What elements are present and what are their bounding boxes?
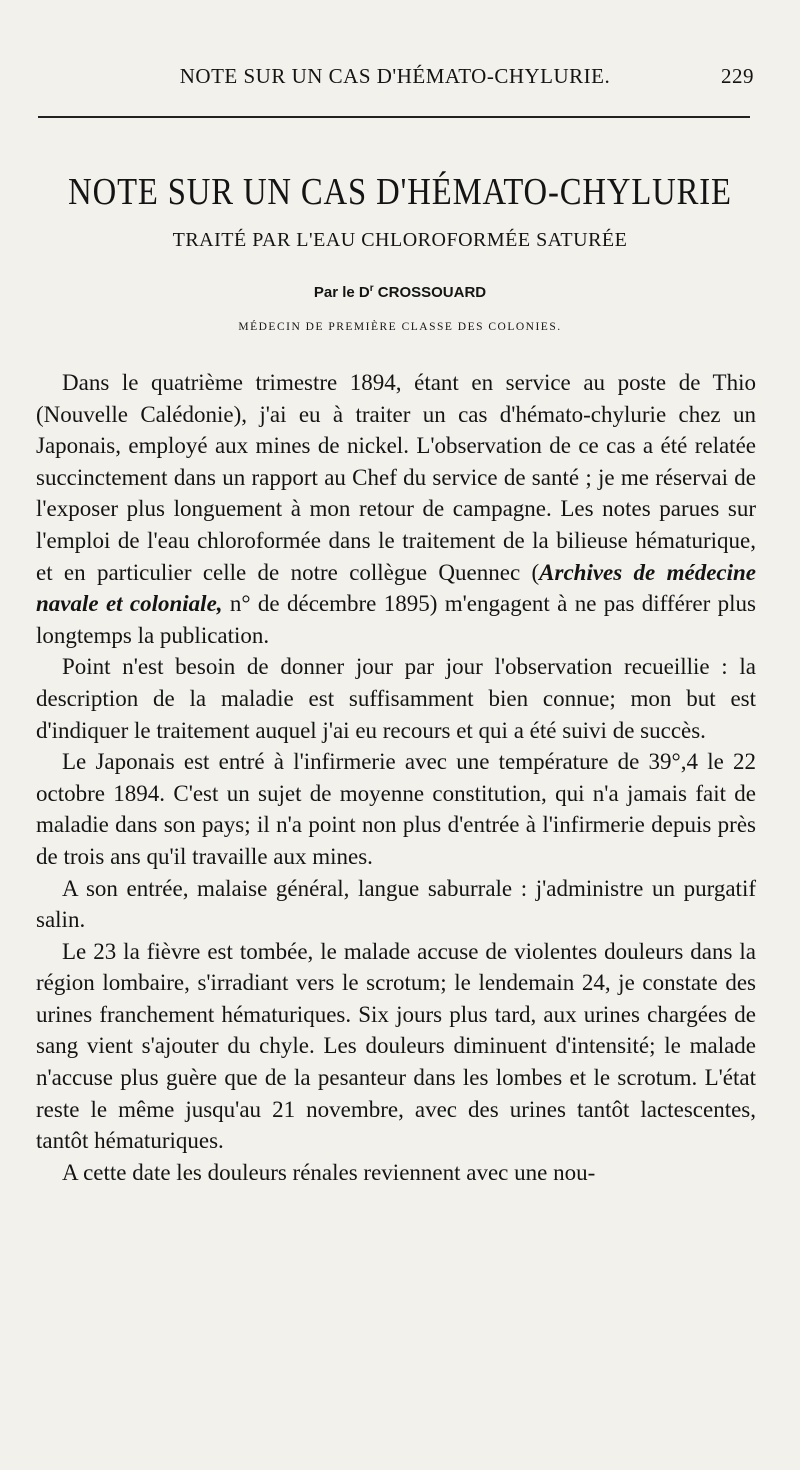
paragraph-1 (36, 367, 756, 651)
running-title: NOTE SUR UN CAS D'HÉMATO-CHYLURIE. (179, 64, 611, 88)
paragraph-2: Point n'est besoin de donner jour par jour l'observation recueillie : la description de la maladie est suffisamment bien connue; mon but est d'indiquer le traitement auquel j'ai eu recours et qui a été suivi de succès. (36, 654, 756, 743)
paragraph-5: Le 23 la fièvre est tombée, le malade accuse de violentes douleurs dans la région lombaire, s'irradiant vers le scrotum; le lendemain 24, je constate des urines franchement hématuriques. Six jours plus tard, aux urines chargées de sang vient s'ajouter du chyle. Les douleurs diminuent d'intensité; le malade n'accuse plus guère que de la pesanteur dans les lombes et le scrotum. L'état reste le même jusqu'au 21 novembre, avec des urines tantôt lactescentes, tantôt hématuriques. (36, 938, 756, 1154)
article-title: NOTE SUR UN CAS D'HÉMATO-CHYLURIE (68, 171, 732, 213)
author-name: CROSSOUARD (377, 284, 487, 301)
paragraph-1-part-b: n° de décembre 1895) m'engagent à ne pas différer plus longtemps la publication. (36, 591, 756, 648)
journal-reference: Archives de médecine navale et coloniale, (36, 559, 757, 617)
article-body (36, 367, 756, 1188)
byline (0, 283, 800, 301)
paragraph-1-part-a: Dans le quatrième trimestre 1894, étant en service au poste de Thio (Nouvelle Calédonie), j'ai eu à traiter un cas d'hémato-chylurie chez un Japonais, employé aux mines de nickel. L'observation de ce cas a été relatée succinctement dans un rapport au Chef du service de santé ; je me réservai de l'exposer plus longuement à mon retour de campagne. Les notes parues sur l'emploi de l'eau chloroformée dans le traitement de la bilieuse hématurique, et en particulier celle de notre collègue Quennec ( (36, 370, 756, 585)
paragraph-3: Le Japonais est entré à l'infirmerie avec une température de 39°,4 le 22 octobre 1894. C'est un sujet de moyenne constitution, qui n'a jamais fait de maladie dans son pays; il n'a point non plus d'entrée à l'infirmerie depuis près de trois ans qu'il travaille aux mines. (36, 749, 756, 869)
byline-prefix: Par le D (313, 284, 370, 301)
byline-sup: r (369, 283, 374, 294)
paragraph-6: A cette date les douleurs rénales reviennent avec une nou- (62, 1159, 596, 1185)
page-number: 229 (721, 64, 754, 88)
paragraph-4: A son entrée, malaise général, langue saburrale : j'administre un purgatif salin. (36, 875, 756, 933)
author-affiliation: MÉDECIN DE PREMIÈRE CLASSE DES COLONIES. (238, 321, 562, 333)
header-rule (38, 116, 750, 118)
article-subtitle: TRAITÉ PAR L'EAU CHLOROFORMÉE SATURÉE (172, 229, 628, 251)
